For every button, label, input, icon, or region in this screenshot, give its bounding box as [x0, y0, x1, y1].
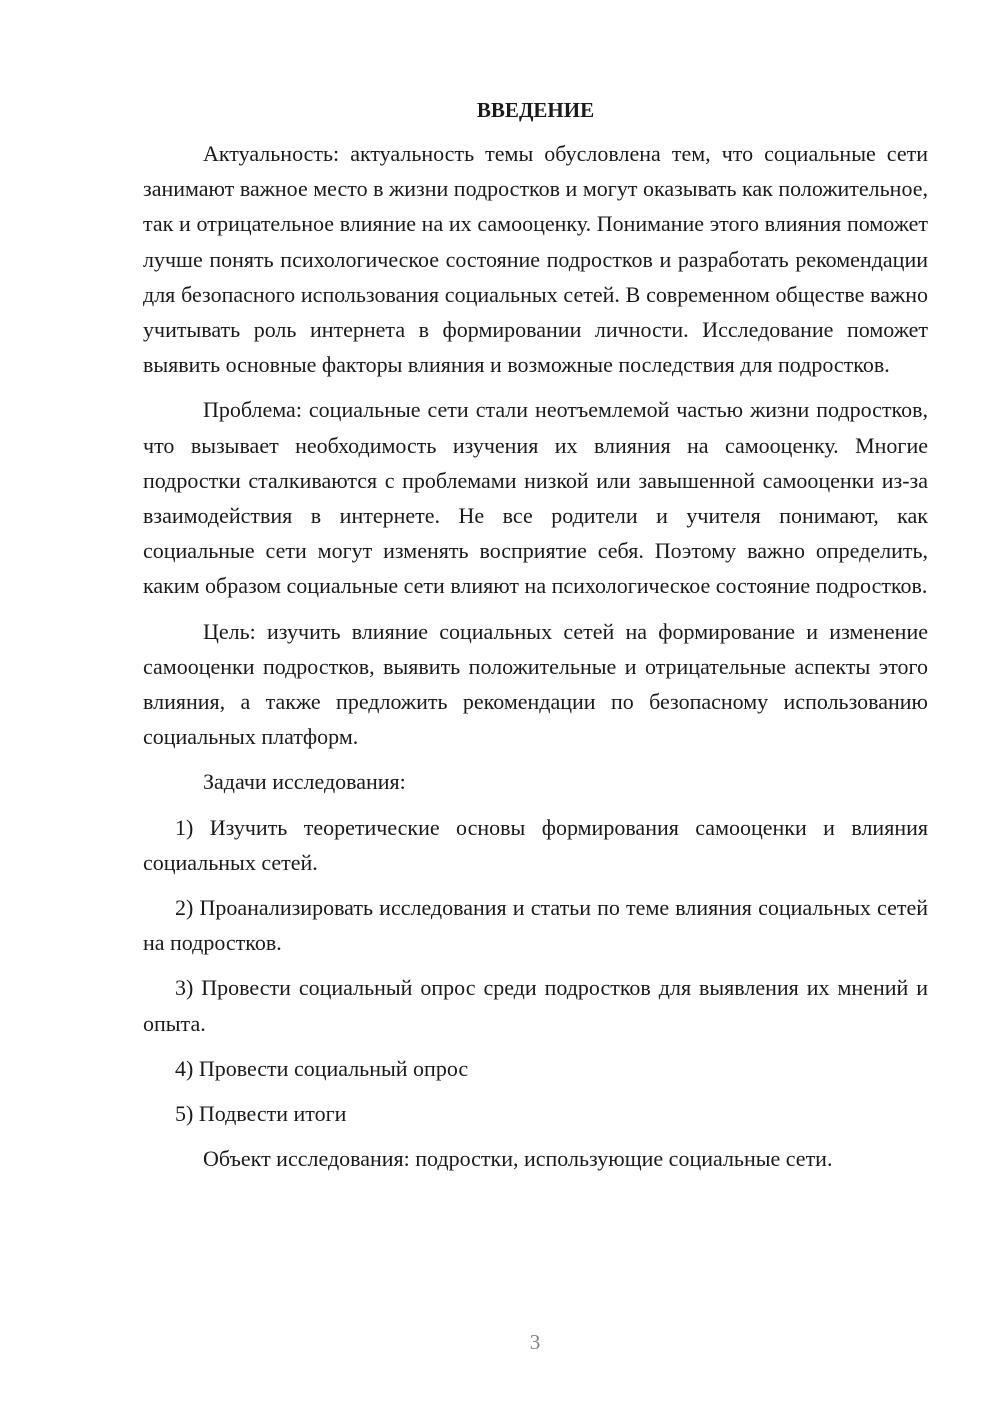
list-item: 5) Подвести итоги — [175, 1101, 347, 1127]
list-item: 2) Проанализировать исследования и статьи по теме влияния социальных сетей на подростков. — [143, 895, 928, 956]
paragraph-object: Объект исследования: подростки, использующие социальные сети. — [203, 1146, 833, 1172]
list-item: 4) Провести социальный опрос — [175, 1055, 469, 1081]
tasks-heading: Задачи исследования: — [203, 769, 406, 795]
section-title: ВВЕДЕНИЕ — [476, 98, 595, 122]
paragraph-problem: Проблема: социальные сети стали неотъемлемой частью жизни подростков, что вызывает необходимость изучения их влияния на самооценку. Многие подростки сталкиваются с проблемами низкой или завышенной самооценки из-за взаимодействия в интернете. Не все родители и учителя понимают, как социальные сети могут изменять восприятие себя. Поэтому важно определить, каким образом социальные сети влияют на психологическое состояние подростков. — [143, 397, 928, 599]
list-item: 1) Изучить теоретические основы формирования самооценки и влияния социальных сетей. — [143, 814, 928, 875]
tasks-list — [143, 810, 928, 1132]
list-item: 3) Провести социальный опрос среди подростков для выявления их мнений и опыта. — [143, 975, 928, 1036]
page-number: 3 — [529, 1330, 541, 1354]
paragraph-relevance: Актуальность: актуальность темы обусловлена тем, что социальные сети занимают важное место в жизни подростков и могут оказывать как положительное, так и отрицательное влияние на их самооценку. Понимание этого влияния поможет лучше понять психологическое состояние подростков и разработать рекомендации для безопасного использования социальных сетей. В современном обществе важно учитывать роль интернета в формировании личности. Исследование поможет выявить основные факторы влияния и возможные последствия для подростков. — [143, 141, 928, 378]
paragraph-goal: Цель: изучить влияние социальных сетей на формирование и изменение самооценки подростков, выявить положительные и отрицательные аспекты этого влияния, а также предложить рекомендации по безопасному использованию социальных платформ. — [143, 618, 928, 750]
document-page — [143, 92, 928, 1176]
